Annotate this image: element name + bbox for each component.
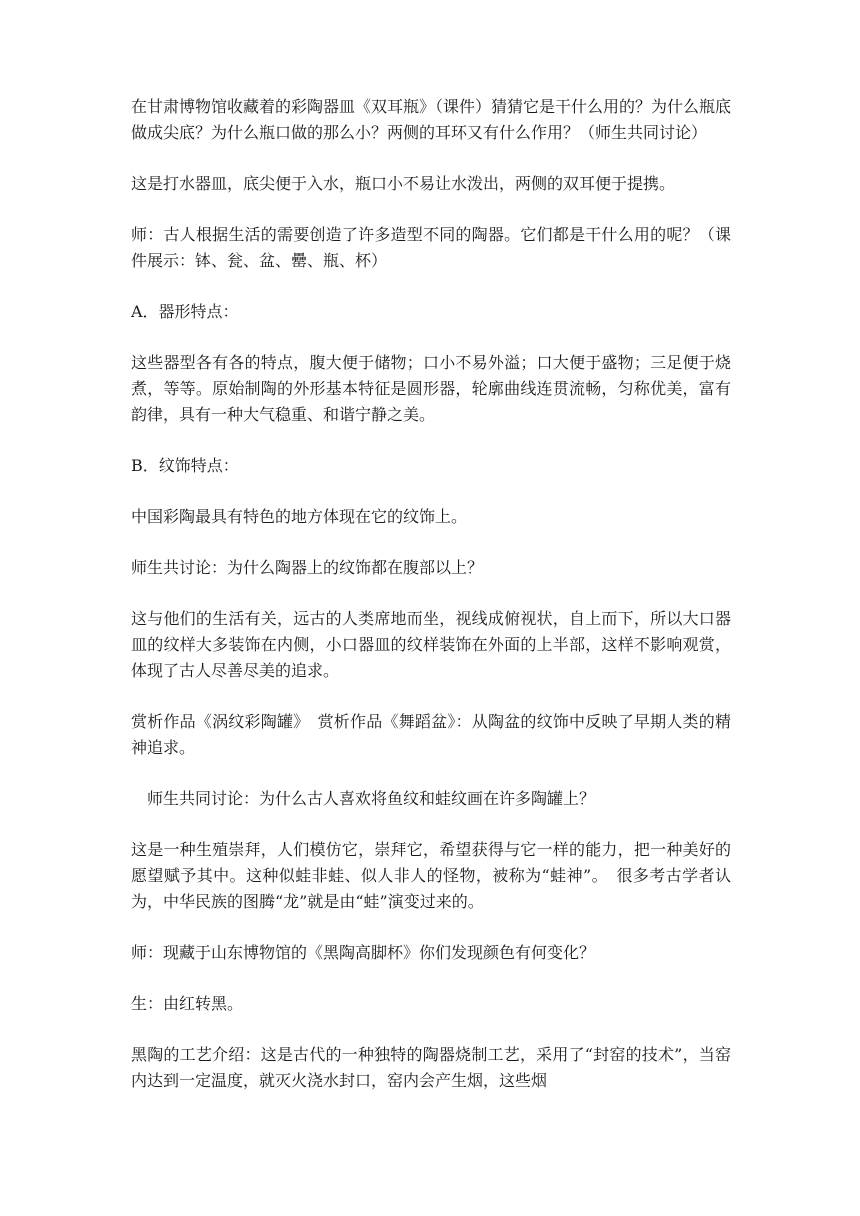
paragraph-water-vessel-answer: 这是打水器皿，底尖便于入水，瓶口小不易让水泼出，两侧的双耳便于提携。 xyxy=(131,174,676,193)
paragraph-student-answer: 生：由红转黑。 xyxy=(131,994,244,1013)
paragraph-decoration-intro: 中国彩陶最具有特色的地方体现在它的纹饰上。 xyxy=(131,507,468,526)
paragraph-decoration-explanation: 这与他们的生活有关，远古的人类席地而坐，视线成俯视状，自上而下，所以大口器皿的纹样大多装饰在内侧，小口器皿的纹样装饰在外面的上半部，这样不影响观赏，体现了古人尽善尽美的追求。 xyxy=(131,609,731,680)
paragraph-form-description: 这些器型各有各的特点，腹大便于储物；口小不易外溢；口大便于盛物；三足便于烧煮，等等。原始制陶的外形基本特征是圆形器，轮廓曲线连贯流畅，匀称优美，富有韵律，具有一种大气稳重、和谐宁静之美。 xyxy=(131,353,731,424)
paragraph-teacher-vessel-types: 师：古人根据生活的需要创造了许多造型不同的陶器。它们都是干什么用的呢？（课件展示：钵、瓮、盆、罍、瓶、杯） xyxy=(131,225,731,270)
paragraph-discussion-fish-frog: 师生共同讨论：为什么古人喜欢将鱼纹和蛙纹画在许多陶罐上？ xyxy=(147,789,596,808)
document-page xyxy=(131,94,731,1119)
heading-decoration-features: B．纹饰特点： xyxy=(131,456,239,475)
paragraph-discussion-decoration: 师生共讨论：为什么陶器上的纹饰都在腹部以上？ xyxy=(131,558,484,577)
paragraph-fertility-worship: 这是一种生殖崇拜，人们模仿它，崇拜它，希望获得与它一样的能力，把一种美好的愿望赋予其中。这种似蛙非蛙、似人非人的怪物，被称为“蛙神”。 很多考古学者认为，中华民族的图腾“龙”就是由“蛙”演变过来的。 xyxy=(131,840,731,911)
paragraph-black-pottery-question: 师：现藏于山东博物馆的《黑陶高脚杯》你们发现颜色有何变化？ xyxy=(131,943,596,962)
paragraph-shuang-er-ping-question: 在甘肃博物馆收藏着的彩陶器皿《双耳瓶》（课件）猜猜它是干什么用的？为什么瓶底做成尖底？为什么瓶口做的那么小？两侧的耳环又有什么作用？（师生共同讨论） xyxy=(131,97,732,142)
paragraph-artwork-appreciation: 赏析作品《涡纹彩陶罐》 赏析作品《舞蹈盆》：从陶盆的纹饰中反映了早期人类的精神追求。 xyxy=(131,712,731,757)
paragraph-black-pottery-craft: 黑陶的工艺介绍：这是古代的一种独特的陶器烧制工艺，采用了“封窑的技术”，当窑内达到一定温度，就灭火浇水封口，窑内会产生烟，这些烟 xyxy=(131,1045,731,1090)
heading-form-features: A．器形特点： xyxy=(131,302,239,321)
